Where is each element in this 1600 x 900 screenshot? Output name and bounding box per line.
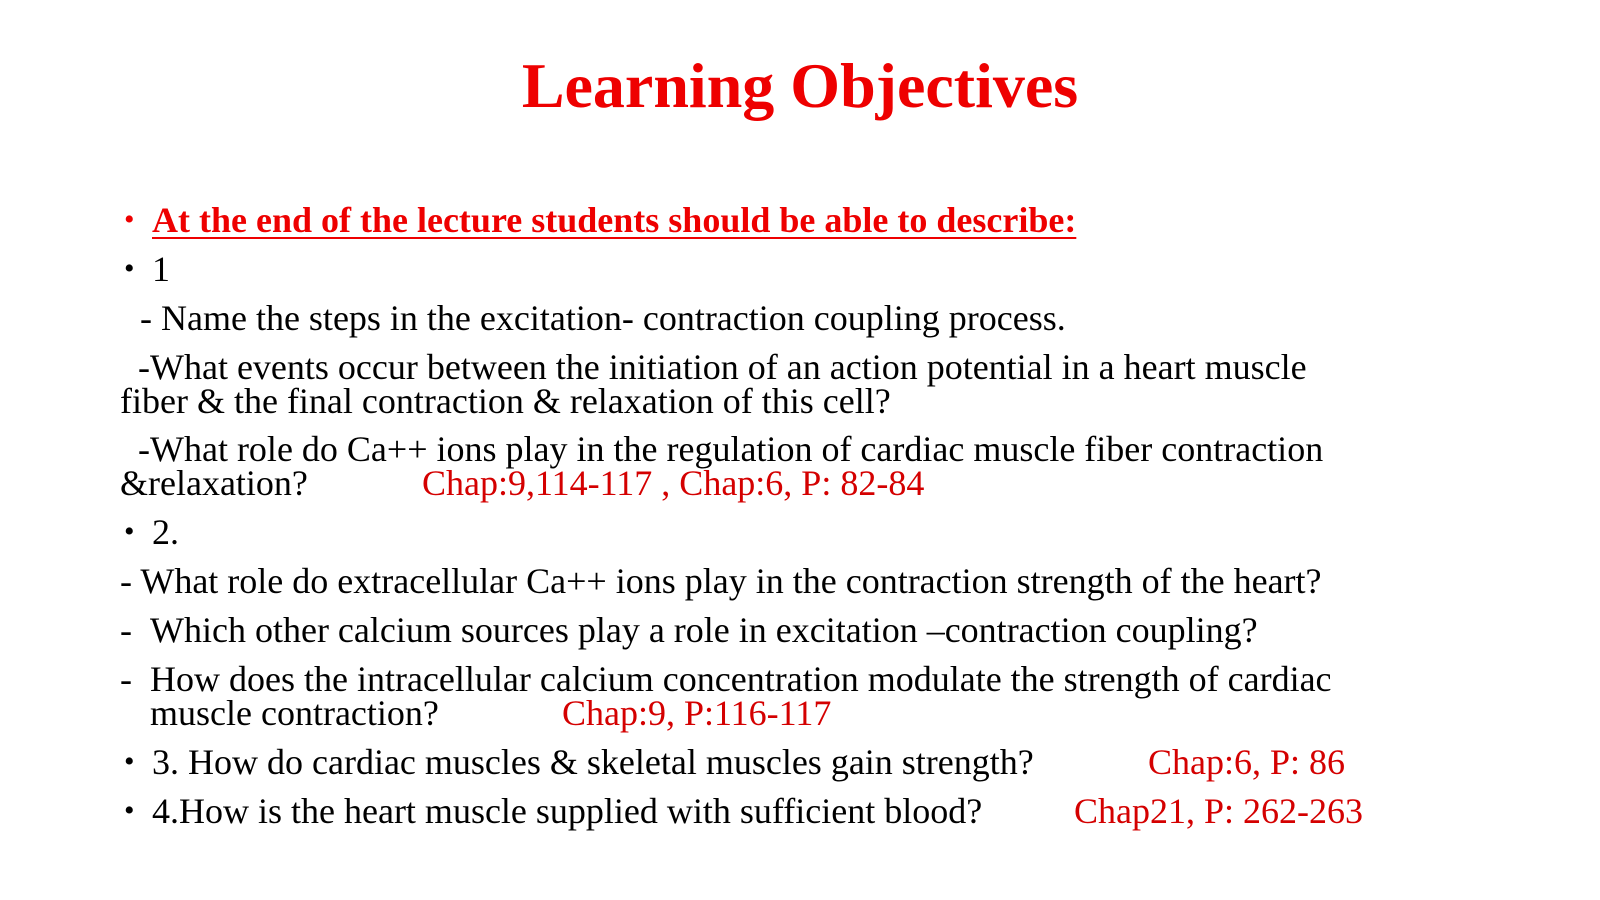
objective-1-number: 1 [152,249,170,289]
bullet-icon: • [124,745,135,778]
objective-1-item-2-line-2: fiber & the final contraction & relaxation of this cell? [120,381,891,421]
objective-4-reference: Chap21, P: 262-263 [1074,791,1364,831]
objective-4-text: 4.How is the heart muscle supplied with sufficient blood? [152,791,983,831]
objective-3-reference: Chap:6, P: 86 [1148,742,1346,782]
dash-marker: - [120,659,132,699]
dash-marker: - [120,610,132,650]
bullet-icon: • [124,515,135,548]
objective-1-item-3-line-1: -What role do Ca++ ions play in the regulation of cardiac muscle fiber contraction [138,429,1324,469]
slide-title: Learning Objectives [521,50,1079,121]
bullet-icon: • [124,203,135,236]
objective-1-item-1: - Name the steps in the excitation- contraction coupling process. [140,298,1066,338]
objective-1-item-3-line-2: &relaxation? [120,463,308,503]
intro-text: At the end of the lecture students should be able to describe: [152,200,1077,240]
bullet-icon: • [124,252,135,285]
objective-1-reference: Chap:9,114-117 , Chap:6, P: 82-84 [422,463,925,503]
objective-2-item-3-line-2: muscle contraction? [150,693,439,733]
objective-1-item-2-line-1: -What events occur between the initiation of an action potential in a heart muscle [138,347,1307,387]
objective-2-item-2-text: Which other calcium sources play a role in excitation –contraction coupling? [150,610,1258,650]
objective-2-item-3-text: How does the intracellular calcium concentration modulate the strength of cardiac [150,659,1332,699]
objective-2-number: 2. [152,512,179,552]
objective-2-reference: Chap:9, P:116-117 [562,693,832,733]
bullet-icon: • [124,794,135,827]
objective-2-item-1: - What role do extracellular Ca++ ions play in the contraction strength of the heart? [120,561,1322,601]
objective-3-text: 3. How do cardiac muscles & skeletal muscles gain strength? [152,742,1034,782]
